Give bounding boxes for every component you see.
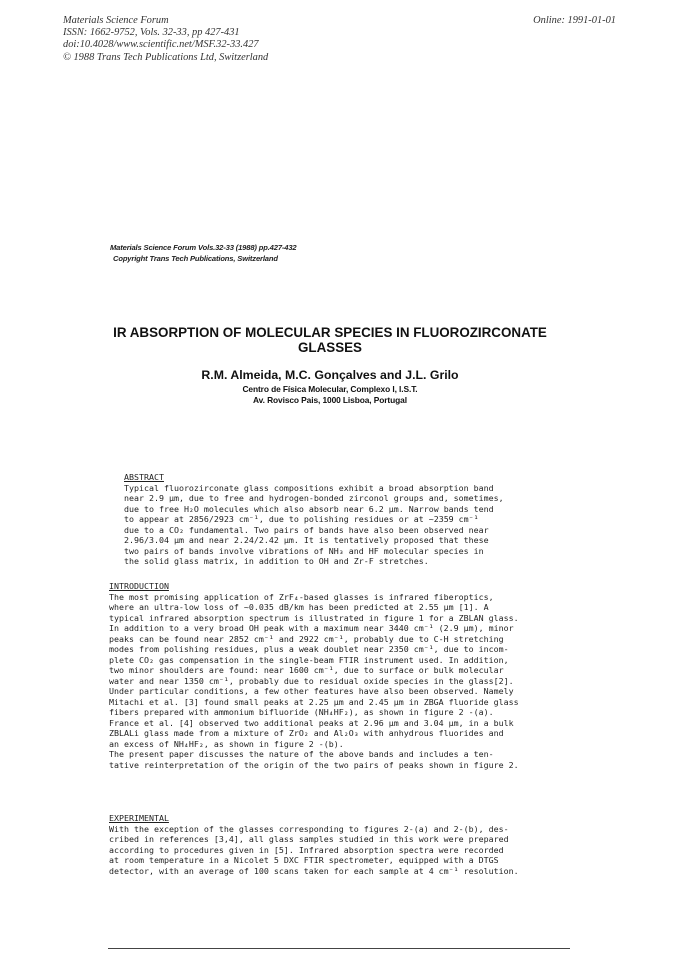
introduction-line: plete CO₂ gas compensation in the single-beam FTIR instrument used. In addition, [109, 654, 509, 665]
introduction-line: Under particular conditions, a few other features have also been observed. Namely [109, 686, 514, 696]
abstract-heading: ABSTRACT [124, 472, 164, 482]
affiliation-line: Centro de Física Molecular, Complexo I, I.S.T. [242, 384, 418, 394]
experimental-line: With the exception of the glasses corresponding to figures 2-(a) and 2-(b), des- [109, 823, 509, 834]
abstract-line: due to a CO₂ fundamental. Two pairs of bands have also been observed near [124, 524, 489, 535]
copyright-note: Copyright Trans Tech Publications, Switzerland [113, 254, 278, 263]
experimental-line: detector, with an average of 100 scans taken for each sample at 4 cm⁻¹ resolution. [109, 865, 519, 876]
introduction-line: water and near 1350 cm⁻¹, probably due to residual oxide species in the glass[2]. [109, 675, 514, 686]
experimental-line: at room temperature in a Nicolet 5 DXC FTIR spectrometer, equipped with a DTGS [109, 855, 499, 865]
issn-line: ISSN: 1662-9752, Vols. 32-33, pp 427-431 [63, 27, 240, 39]
abstract-line: to appear at 2856/2923 cm⁻¹, due to polishing residues or at ~2359 cm⁻¹ [124, 514, 479, 524]
experimental-heading: EXPERIMENTAL [109, 813, 169, 823]
affiliation-line: Av. Rovisco Pais, 1000 Lisboa, Portugal [253, 395, 407, 405]
introduction-heading: INTRODUCTION [109, 581, 169, 591]
introduction-line: typical infrared absorption spectrum is illustrated in figure 1 for a ZBLAN glass. [109, 612, 519, 623]
abstract-line: due to free H₂O molecules which also absorb near 6.2 μm. Narrow bands tend [124, 503, 494, 514]
abstract-section [124, 472, 504, 567]
online-date: Online: 1991-01-01 [533, 15, 616, 26]
introduction-line: fibers prepared with ammonium bifluoride (NH₄HF₂), as shown in figure 2 -(a). [109, 707, 494, 717]
affiliation [100, 384, 560, 406]
footer-rule [108, 948, 570, 949]
introduction-line: Mitachi et al. [3] found small peaks at 2.25 μm and 2.45 μm in ZBGA fluoride glass [109, 696, 519, 707]
introduction-line: an excess of NH₄HF₂, as shown in figure 2 -(b). [109, 738, 344, 749]
experimental-line: cribed in references [3,4], all glass samples studied in this work were prepared [109, 834, 509, 844]
introduction-line: The present paper discusses the nature of the above bands and includes a ten- [109, 749, 494, 759]
introduction-line: In addition to a very broad OH peak with a maximum near 3440 cm⁻¹ (2.9 μm), minor [109, 623, 514, 633]
paper-title [100, 325, 560, 355]
introduction-line: modes from polishing residues, plus a weak doublet near 2350 cm⁻¹, due to incom- [109, 644, 509, 654]
abstract-line: near 2.9 μm, due to free and hydrogen-bonded zirconol groups and, sometimes, [124, 493, 504, 503]
copyright-line: © 1988 Trans Tech Publications Ltd, Switzerland [63, 51, 269, 63]
introduction-line: two minor shoulders are found: near 1600 cm⁻¹, due to surface or bulk molecular [109, 665, 504, 675]
citation-line: Materials Science Forum Vols.32-33 (1988) pp.427-432 [110, 243, 297, 252]
citation-block [110, 242, 297, 264]
introduction-line: France et al. [4] observed two additional peaks at 2.96 μm and 3.04 μm, in a bulk [109, 717, 514, 728]
author-list: R.M. Almeida, M.C. Gonçalves and J.L. Grilo [201, 368, 459, 382]
experimental-section [109, 813, 519, 876]
abstract-line: the solid glass matrix, in addition to OH and Zr-F stretches. [124, 556, 429, 566]
title-line: GLASSES [298, 340, 362, 355]
doi-line: doi:10.4028/www.scientific.net/MSF.32-33.427 [63, 39, 259, 51]
abstract-line: two pairs of bands involve vibrations of NH₃ and HF molecular species in [124, 545, 484, 556]
introduction-line: ZBLALi glass made from a mixture of ZrO₂ and Al₂O₃ with anhydrous fluorides and [109, 728, 504, 738]
journal-header [63, 15, 268, 64]
experimental-line: according to procedures given in [5]. Infrared absorption spectra were recorded [109, 844, 504, 855]
abstract-line: Typical fluorozirconate glass compositions exhibit a broad absorption band [124, 482, 494, 493]
title-line: IR ABSORPTION OF MOLECULAR SPECIES IN FLUOROZIRCONATE [113, 325, 547, 340]
abstract-line: 2.96/3.04 μm and near 2.24/2.42 μm. It is tentatively proposed that these [124, 535, 489, 545]
introduction-line: The most promising application of ZrF₄-based glasses is infrared fiberoptics, [109, 591, 494, 602]
introduction-line: tative reinterpretation of the origin of the two pairs of peaks shown in figure 2. [109, 759, 519, 770]
introduction-line: peaks can be found near 2852 cm⁻¹ and 2922 cm⁻¹, probably due to C-H stretching [109, 633, 504, 644]
journal-name: Materials Science Forum [63, 15, 169, 26]
introduction-section [109, 581, 519, 770]
introduction-line: where an ultra-low loss of ~0.035 dB/km has been predicted at 2.55 μm [1]. A [109, 602, 489, 612]
